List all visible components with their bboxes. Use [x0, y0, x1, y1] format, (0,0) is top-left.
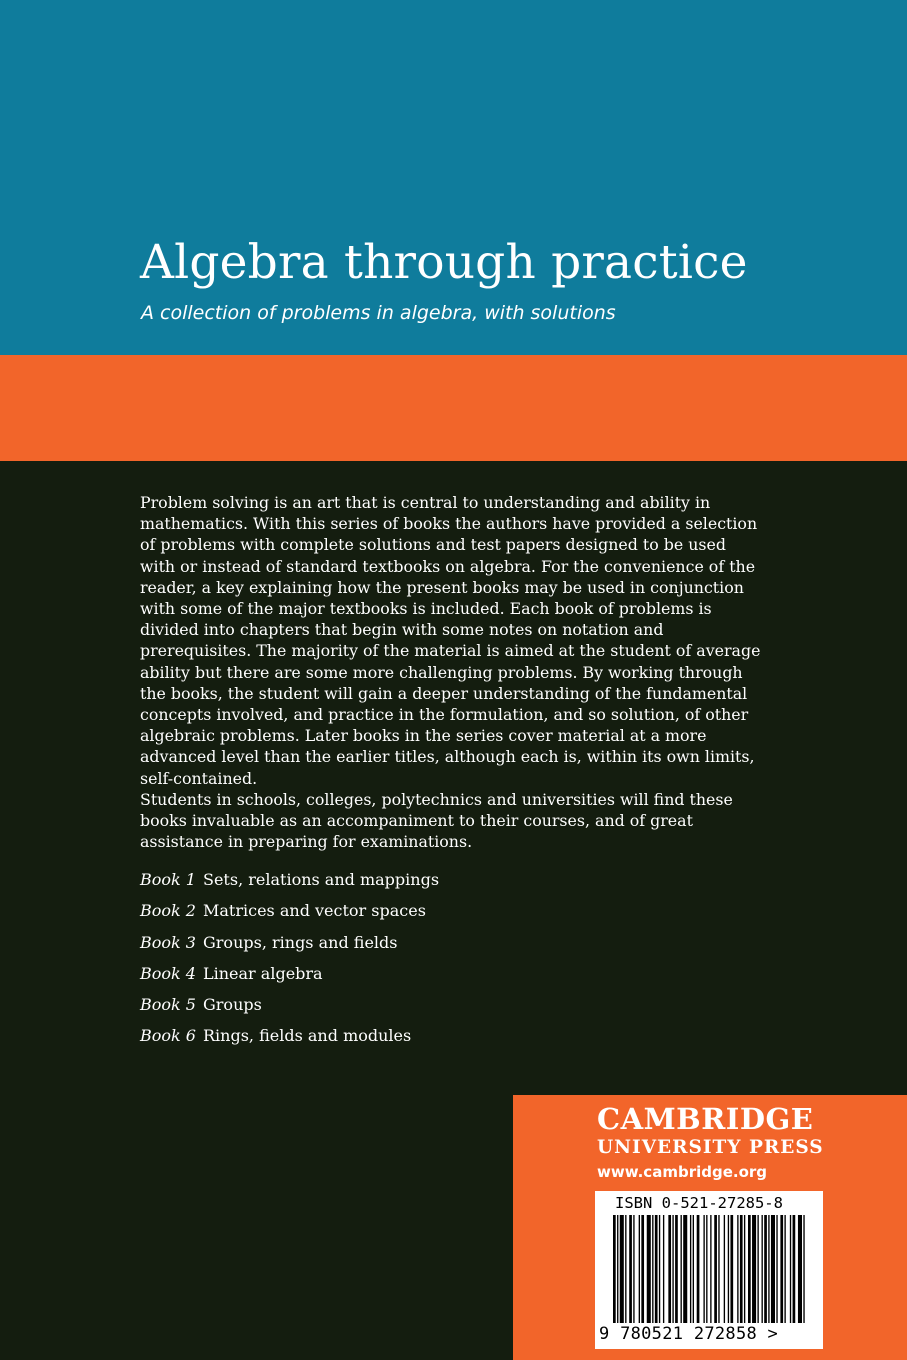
barcode-bar — [718, 1215, 719, 1323]
blurb-line: mathematics. With this series of books the authors have provided a selection — [140, 514, 758, 534]
barcode-bar — [762, 1215, 763, 1323]
barcode-bar — [629, 1215, 632, 1323]
barcode-bar — [793, 1215, 796, 1323]
book-title: Rings, fields and modules — [203, 1026, 412, 1046]
barcode-bar — [768, 1215, 769, 1323]
book-number: Book 5 — [140, 995, 196, 1015]
barcode-bar — [757, 1215, 758, 1323]
book-title: Linear algebra — [203, 963, 323, 983]
blurb-line: concepts involved, and practice in the formulation, and so solution, of other — [140, 705, 749, 725]
book-title: Matrices and vector spaces — [203, 901, 426, 921]
barcode-bar — [613, 1215, 616, 1323]
barcode-bar — [780, 1215, 783, 1323]
book-number: Book 2 — [140, 901, 196, 921]
barcode-bar — [683, 1215, 687, 1323]
book-list — [140, 868, 439, 1056]
book-title: Sets, relations and mappings — [203, 870, 440, 889]
barcode-bar — [668, 1215, 671, 1323]
barcode-bar — [771, 1215, 775, 1323]
barcode-bar — [730, 1215, 733, 1323]
barcode-bar — [652, 1215, 653, 1323]
barcode-bar — [663, 1215, 664, 1323]
publisher-panel — [513, 1095, 907, 1360]
blurb-line: with some of the major textbooks is included. Each book of problems is — [140, 599, 712, 619]
book-item — [140, 931, 439, 962]
book-item — [140, 868, 439, 899]
barcode-bar — [776, 1215, 777, 1323]
book-item — [140, 993, 439, 1024]
blurb-line: advanced level than the earlier titles, although each is, within its own limits, — [140, 747, 755, 767]
barcode-bar — [790, 1215, 791, 1323]
barcode-bar — [659, 1215, 660, 1323]
barcode-bar — [617, 1215, 618, 1323]
blurb-line: assistance in preparing for examinations. — [140, 832, 473, 852]
barcode-bar — [681, 1215, 682, 1323]
barcode-bar — [748, 1215, 751, 1323]
blurb-line: Students in schools, colleges, polytechnics and universities will find these — [140, 789, 733, 809]
barcode-bar — [740, 1215, 743, 1323]
barcode-bar — [633, 1215, 634, 1323]
accent-band — [0, 355, 907, 461]
blurb-line: divided into chapters that begin with some notes on notation and — [140, 620, 664, 640]
book-number: Book 3 — [140, 932, 196, 952]
book-number: Book 6 — [140, 1026, 196, 1046]
barcode-bar — [744, 1215, 745, 1323]
book-item — [140, 899, 439, 930]
blurb-line: prerequisites. The majority of the material is aimed at the student of average — [140, 641, 761, 661]
barcode — [595, 1191, 823, 1349]
barcode-bar — [724, 1215, 725, 1323]
barcode-bar — [697, 1215, 700, 1323]
barcode-bar — [752, 1215, 756, 1323]
book-title: Groups — [203, 995, 262, 1015]
blurb-line: ability but there are some more challenging problems. By working through — [140, 662, 743, 682]
barcode-bar — [690, 1215, 691, 1323]
barcode-bar — [675, 1215, 678, 1323]
blurb-line: self-contained. — [140, 768, 258, 788]
blurb-line: of problems with complete solutions and test papers designed to be used — [140, 535, 726, 555]
barcode-bar — [625, 1215, 626, 1323]
blurb-line: Problem solving is an art that is central to understanding and ability in — [140, 493, 711, 512]
book-number: Book 4 — [140, 963, 196, 983]
barcode-bar — [620, 1215, 624, 1323]
isbn-label: ISBN 0-521-27285-8 — [615, 1194, 783, 1212]
barcode-bar — [641, 1215, 644, 1323]
blurb-line: reader, a key explaining how the present books may be used in conjunction — [140, 577, 744, 597]
blurb-line: with or instead of standard textbooks on algebra. For the convenience of the — [140, 556, 756, 576]
blurb-line: books invaluable as an accompaniment to their courses, and of great — [140, 811, 693, 831]
barcode-bar — [764, 1215, 767, 1323]
title-band — [0, 0, 907, 355]
book-item — [140, 962, 439, 993]
barcode-bar — [784, 1215, 785, 1323]
publisher-name: CAMBRIDGE — [597, 1102, 814, 1136]
barcode-bar — [728, 1215, 729, 1323]
barcode-bar — [639, 1215, 640, 1323]
book-number: Book 1 — [140, 870, 196, 889]
publisher-url: www.cambridge.org — [597, 1163, 768, 1181]
barcode-bar — [655, 1215, 658, 1323]
book-title: Algebra through practice — [140, 235, 748, 290]
blurb-line: the books, the student will gain a deeper understanding of the fundamental — [140, 683, 748, 703]
ean-digits: 9 780521 272858 > — [599, 1324, 779, 1344]
barcode-bar — [710, 1215, 711, 1323]
blurb — [140, 492, 780, 852]
book-subtitle: A collection of problems in algebra, with solutions — [141, 302, 616, 324]
barcode-bar — [703, 1215, 704, 1323]
barcode-bar — [798, 1215, 802, 1323]
barcode-bar — [714, 1215, 717, 1323]
barcode-bar — [672, 1215, 673, 1323]
barcode-bar — [737, 1215, 738, 1323]
book-title: Groups, rings and fields — [203, 932, 398, 952]
barcode-bar — [803, 1215, 804, 1323]
barcode-bar — [706, 1215, 707, 1323]
barcode-bar — [647, 1215, 651, 1323]
publisher-subname: UNIVERSITY PRESS — [597, 1137, 824, 1158]
barcode-bar — [693, 1215, 694, 1323]
blurb-line: algebraic problems. Later books in the series cover material at a more — [140, 726, 707, 746]
book-item — [140, 1024, 439, 1055]
